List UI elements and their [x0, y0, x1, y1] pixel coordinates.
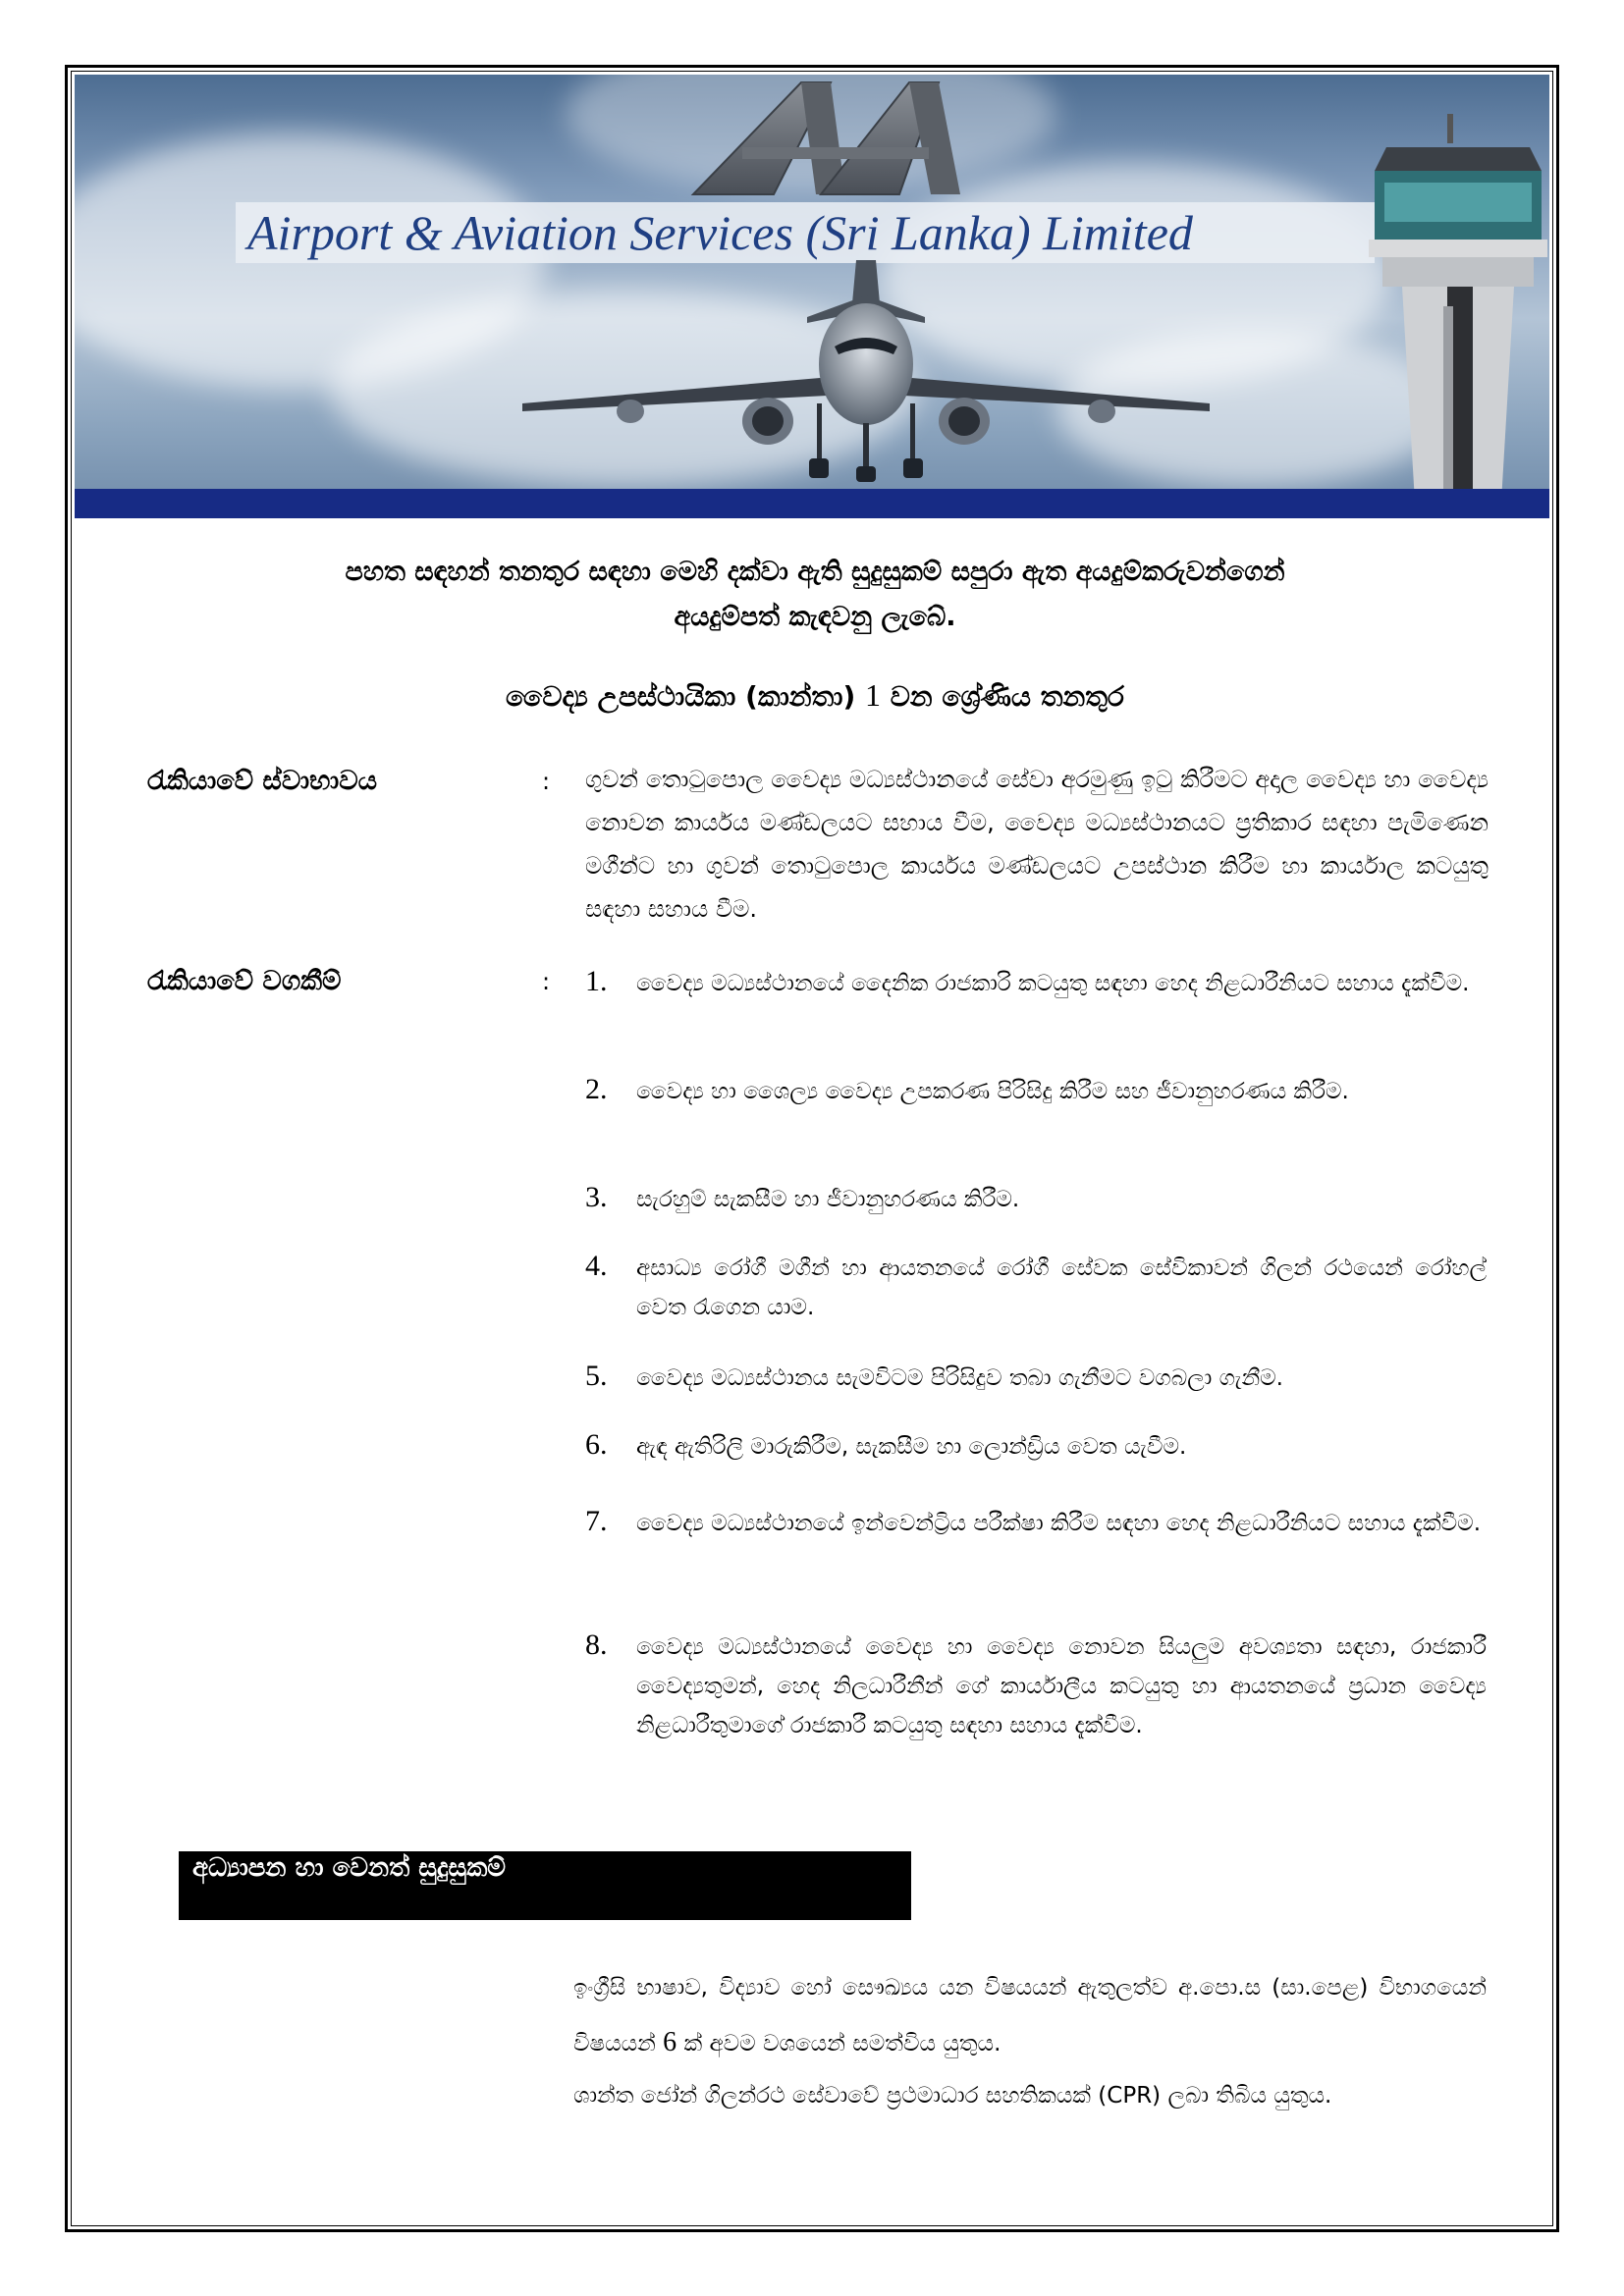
- education-requirement-1: [573, 1961, 1487, 2071]
- job-nature-colon: :: [542, 768, 551, 795]
- intro-line-2: අයදුම්පත් කැඳවනු ලැබේ.: [674, 602, 956, 632]
- post-title: [147, 675, 1483, 717]
- airplane-icon: [522, 256, 1210, 502]
- list-item-text: වෛද්‍ය මධ්‍යස්ථානයේ ඉන්වෙන්ට්‍රිය පරීක්ෂා කිරීම සඳහා හෙද නිළධාරීනියට සහාය දැක්වීම.: [636, 1511, 1482, 1536]
- post-title-after: වන ශ්‍රේණිය තනතුර: [881, 680, 1124, 713]
- job-nature-text: ගුවන් තොටුපොල වෛද්‍ය මධ්‍යස්ථානයේ සේවා අරමුණු ඉටු කිරීමට අදාල වෛද්‍ය හා වෛද්‍ය නොවන කාර්යය මණ්ඩලයට සහාය වීම, වෛද්‍ය මධ්‍යස්ථානයට ප්‍රතිකාර සඳහා පැමිණෙන මගීන්ට හා ගුවන් තොටුපොල කාර්යය මණ්ඩලයට උපස්ථාන කිරීම හා කාර්යාල කටයුතු සඳහා සහාය වීම.: [585, 766, 1489, 923]
- list-item-text: සැරහුම් සැකසීම හා ජීවානුහරණය කිරීම.: [636, 1187, 1020, 1212]
- banner-stripe: [75, 489, 1549, 518]
- post-title-grade-number: 1: [865, 677, 882, 713]
- list-item-number: 3.: [585, 1181, 608, 1213]
- list-item-text: වෛද්‍ය මධ්‍යස්ථානය සැමවිටම පිරිසිදුව තබා ගැනීමට වගබලා ගැනීම.: [636, 1365, 1283, 1391]
- list-item-number: 4.: [585, 1250, 608, 1282]
- control-tower-icon: [1369, 114, 1547, 518]
- aasl-logo-icon: [683, 79, 968, 196]
- list-item-text: වෛද්‍ය මධ්‍යස්ථානයේ වෛද්‍ය හා වෛද්‍ය නොවන සියලුම අවශ්‍යතා සඳහා, රාජකාරී වෛද්‍යතුමන්, හෙද නිලධාරීනීන් ගේ කාර්යාලීය කටයුතු හා ආයතනයේ ප්‍රධාන වෛද්‍ය නිළධාරීතුමාගේ රාජකාරී කටයුතු සඳහා සහාය දැක්වීම.: [636, 1634, 1487, 1738]
- header-banner: [75, 75, 1549, 518]
- education-requirement-1-part-a: ඉංග්‍රීසි භාෂාව, විද්‍යාව හෝ සෞඛ්‍යය යන විෂයයන් ඇතුලත්ව අ.පො.ස (සා.පෙළ) විභාගයෙන් විෂයයන්: [573, 1975, 1487, 2056]
- list-item-number: 8.: [585, 1629, 608, 1661]
- job-nature-label: රැකියාවේ ස්වාභාවය: [147, 766, 378, 796]
- list-item-number: 1.: [585, 965, 608, 997]
- list-item-text: ඇඳ ඇතිරිලි මාරුකිරීම, සැකසීම හා ලොන්ඩ්‍රිය වෙත යැවීම.: [636, 1434, 1187, 1460]
- list-item-number: 7.: [585, 1505, 608, 1537]
- education-requirement-1-number: 6: [663, 2027, 677, 2057]
- education-header: අධ්‍යාපන හා වෙනත් සුදුසුකම්: [192, 1853, 507, 1883]
- education-requirement-1-part-b: ක් අවම වශයෙන් සමත්විය යුතුය.: [677, 2031, 1001, 2056]
- list-item-number: 2.: [585, 1073, 608, 1105]
- intro-text: [147, 550, 1483, 640]
- list-item-text: වෛද්‍ය හා ශෛල්‍ය වෛද්‍ය උපකරණ පිරිසිදු කිරීම සහ ජීවානුහරණය කිරීම.: [636, 1079, 1349, 1104]
- list-item-text: වෛද්‍ය මධ්‍යස්ථානයේ දෛනික රාජකාරි කටයුතු සඳහා හෙද නිළධාරීනියට සහාය දැක්වීම.: [636, 971, 1470, 996]
- education-requirement-2: ශාන්ත ජෝන් ගිලන්රථ සේවාවේ ප්‍රථමාධාර සහතිකයක් (CPR) ලබා තිබිය යුතුය.: [573, 2083, 1332, 2109]
- list-item-number: 6.: [585, 1428, 608, 1461]
- list-item-number: 5.: [585, 1360, 608, 1392]
- responsibilities-label: රැකියාවේ වගකීම්: [147, 966, 342, 996]
- responsibilities-colon: :: [542, 968, 551, 995]
- list-item-text: අසාධ්‍ය රෝගී මගීන් හා ආයතනයේ රෝගී සේවක සේවිකාවන් ගිලන් රථයෙන් රෝහල් වෙත රැගෙන යාම.: [636, 1255, 1487, 1320]
- company-name: Airport & Aviation Services (Sri Lanka) Limited: [247, 205, 1193, 260]
- intro-line-1: පහත සඳහන් තනතුර සඳහා මෙහි දක්වා ඇති සුදුසුකම් සපුරා ඇත අයදුම්කරුවන්ගෙන්: [345, 557, 1285, 587]
- post-title-before: වෛද්‍ය උපස්ථායිකා (කාන්තා): [506, 680, 866, 713]
